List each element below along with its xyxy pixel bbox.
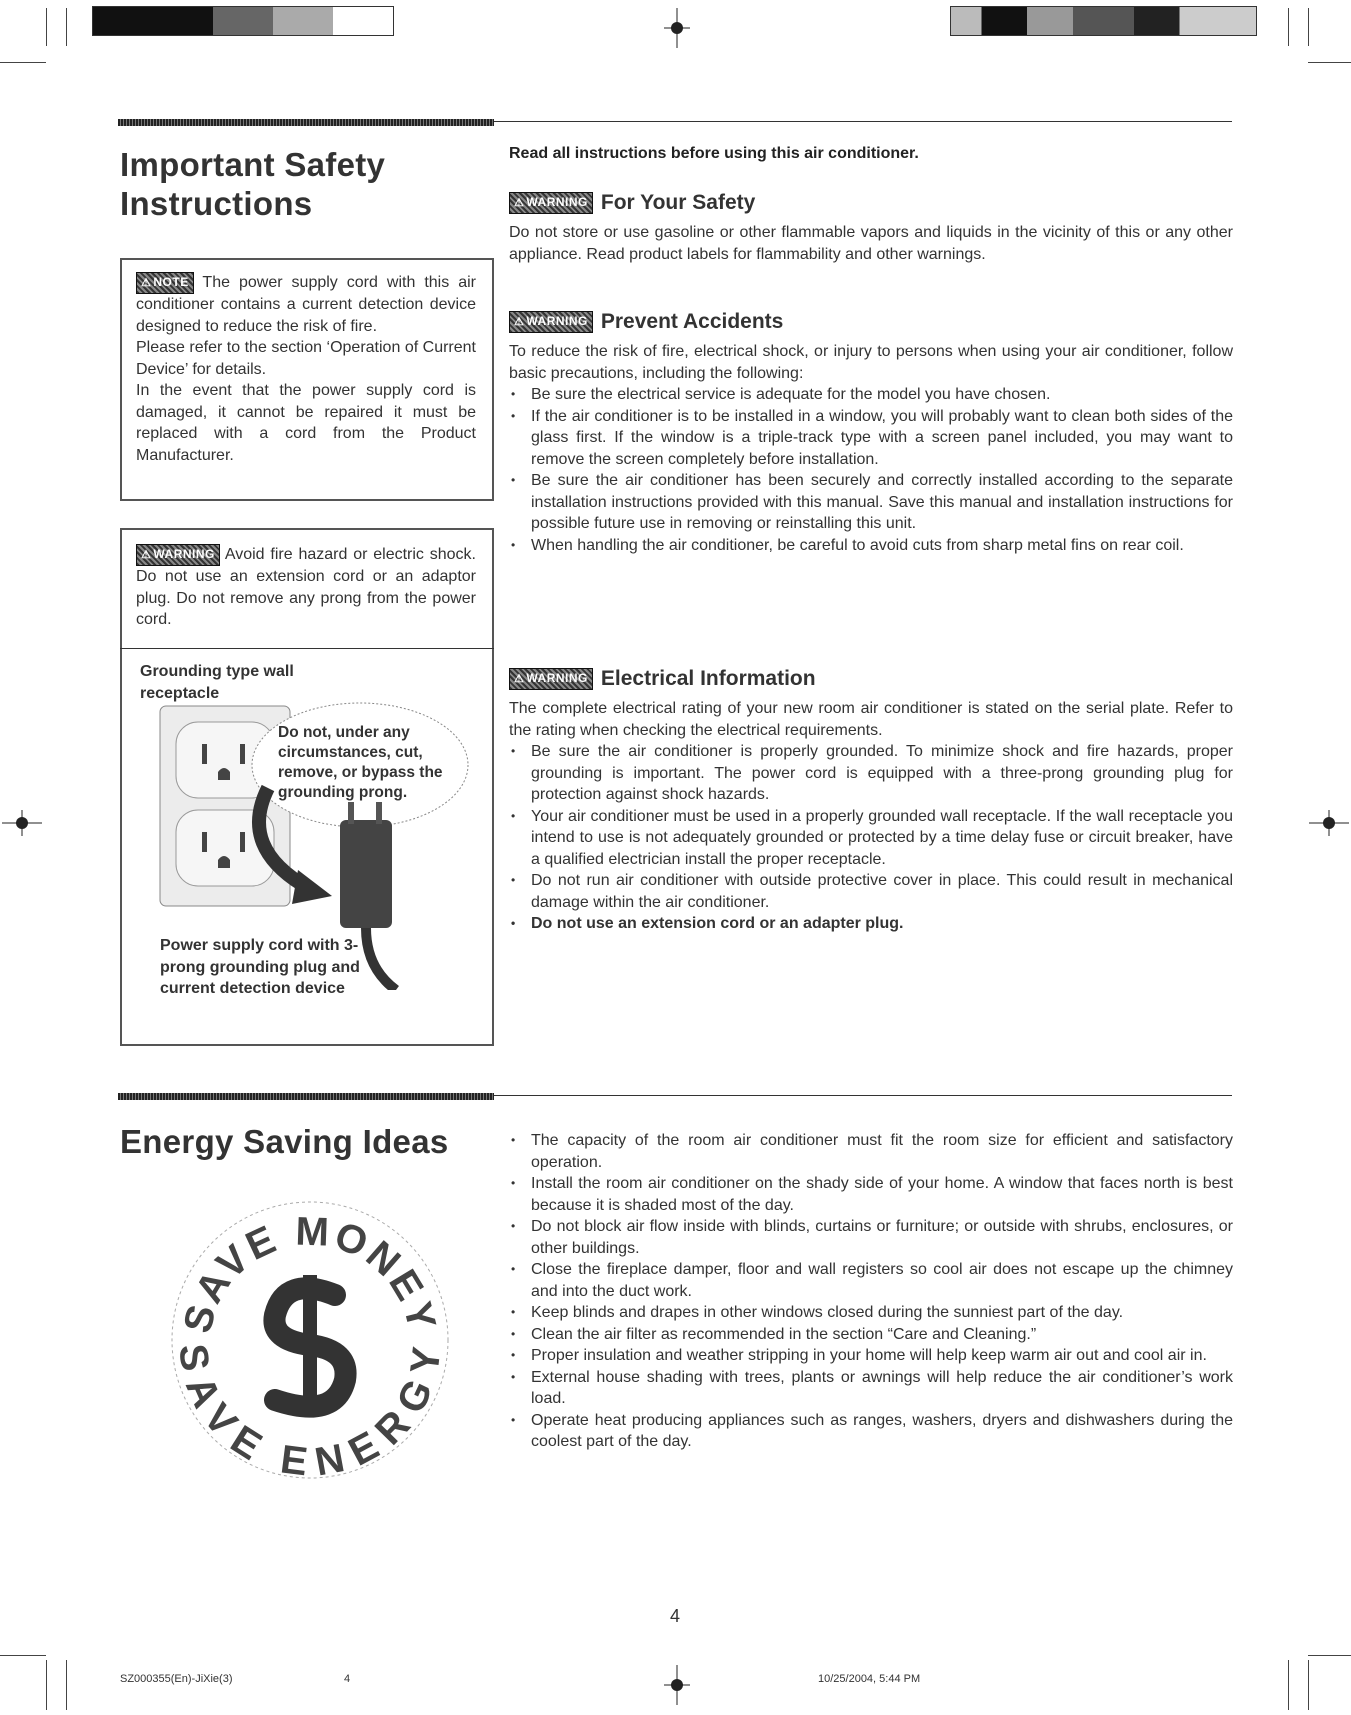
warning-box-text: ⚠ WARNING Avoid fire hazard or electric shock. Do not use an extension cord or an adaptor plug. Do not remove any prong from the power cord. bbox=[136, 544, 476, 631]
list-item: • When handling the air conditioner, be careful to avoid cuts from sharp metal fins on rear coil. bbox=[509, 535, 1233, 557]
crop-mark bbox=[1308, 1660, 1309, 1710]
list-item: • Do not use an extension cord or an adapter plug. bbox=[509, 913, 1233, 935]
warning-triangle-icon: ⚠ bbox=[514, 316, 525, 329]
section-bar bbox=[118, 119, 494, 126]
crop-mark bbox=[46, 8, 47, 46]
section-title-energy: Energy Saving Ideas bbox=[120, 1123, 449, 1160]
registration-mark-right bbox=[1309, 810, 1349, 836]
list-item: • Your air conditioner must be used in a properly grounded wall receptacle. If the wall receptacle you intend to use is not adequately grounded or protected by a time delay fuse or circuit breaker, have a qualified electrician install the proper receptacle. bbox=[509, 806, 1233, 871]
registration-mark-top bbox=[664, 8, 690, 48]
list-item: • Close the fireplace damper, floor and wall registers so cool air does not escape up the chimney and into the duct work. bbox=[509, 1259, 1233, 1302]
registration-mark-bottom bbox=[664, 1665, 690, 1705]
for-your-safety-heading: ⚠ WARNING For Your Safety bbox=[509, 191, 755, 215]
prevent-accidents-body: To reduce the risk of fire, electrical shock, or injury to persons when using your air conditioner, follow basic precautions, including the following: • Be sure the electrical service is adequate for the model you have chosen. • If the air conditioner is to be installed in a window, you will probably want to clean both sides of the glass first. If the window is a triple-track type with a screen panel included, you may want to remove the screen completely before installation. • Be sure the air conditioner has been securely and correctly installed according to the separate installation instructions provided with this manual. Save this manual and installation instructions for possible future use in removing or reinstalling this unit. • When handling the air conditioner, be careful to avoid cuts from sharp metal fins on rear coil. bbox=[509, 341, 1233, 556]
warning-badge: ⚠ WARNING bbox=[509, 668, 593, 690]
crop-mark bbox=[0, 1655, 46, 1656]
footer-timestamp: 10/25/2004, 5:44 PM bbox=[818, 1673, 921, 1685]
list-item: • The capacity of the room air conditioner must fit the room size for efficient and satisfactory operation. bbox=[509, 1130, 1233, 1173]
warning-badge: ⚠ WARNING bbox=[509, 192, 593, 214]
crop-mark bbox=[66, 8, 67, 46]
crop-mark bbox=[1288, 1660, 1289, 1710]
title-line-1: Important Safety bbox=[120, 146, 386, 183]
list-item: • Do not block air flow inside with blinds, curtains or furniture; or outside with shrubs, enclosures, or other buildings. bbox=[509, 1216, 1233, 1259]
logo-text-top: SAVE MONEY bbox=[175, 1209, 445, 1338]
section-bar bbox=[118, 1093, 494, 1100]
crop-mark bbox=[46, 1660, 47, 1710]
energy-body bbox=[509, 1130, 1233, 1453]
section-rule bbox=[494, 1095, 1232, 1096]
crop-mark bbox=[66, 1660, 67, 1710]
prevent-accidents-heading: ⚠ WARNING Prevent Accidents bbox=[509, 310, 783, 334]
logo-text-bottom: SAVE ENERGY bbox=[170, 1341, 450, 1485]
list-item: • Keep blinds and drapes in other windows closed during the sunniest part of the day. bbox=[509, 1302, 1233, 1324]
note-box-text: ⚠ NOTE The power supply cord with this air conditioner contains a current detection device designed to reduce the risk of fire. Please refer to the section ‘Operation of Current Device’ for details. In the event that the power supply cord is damaged, it cannot be repaired it must be replaced with a cord from the Product Manufacturer. bbox=[136, 272, 476, 466]
list-item: • Operate heat producing appliances such as ranges, washers, dryers and dishwashers during the coolest part of the day. bbox=[509, 1410, 1233, 1453]
footer-file: SZ000355(En)-JiXie(3) bbox=[120, 1673, 233, 1685]
callout-text: Do not, under any circumstances, cut, remove, or bypass the grounding prong. bbox=[278, 724, 443, 801]
for-your-safety-text: Do not store or use gasoline or other flammable vapors and liquids in the vicinity of this or any other appliance. Read product labels for flammability and other warnings. bbox=[509, 224, 1233, 263]
note-badge: ⚠ NOTE bbox=[136, 272, 194, 294]
lead-text: Read all instructions before using this air conditioner. bbox=[509, 145, 919, 162]
receptacle-label: Grounding type wall receptacle bbox=[140, 663, 294, 702]
warning-badge: ⚠ WARNING bbox=[136, 544, 220, 566]
crop-mark bbox=[1288, 8, 1289, 46]
list-item: • Do not run air conditioner with outside protective cover in place. This could result in mechanical damage within the air conditioner. bbox=[509, 870, 1233, 913]
section-rule bbox=[494, 121, 1232, 122]
crop-mark bbox=[1308, 1655, 1351, 1656]
section-title-safety bbox=[120, 145, 385, 223]
page-number: 4 bbox=[670, 1606, 681, 1626]
list-item: • Proper insulation and weather stripping in your home will help keep warm air out and cool air in. bbox=[509, 1345, 1233, 1367]
electrical-heading: ⚠ WARNING Electrical Information bbox=[509, 667, 816, 691]
color-bar-left bbox=[92, 6, 394, 36]
color-bar-right bbox=[950, 6, 1257, 36]
electrical-body: The complete electrical rating of your new room air conditioner is stated on the serial plate. Refer to the rating when checking the electrical requirements. • Be sure the air conditioner is properly grounded. To minimize shock and fire hazards, proper grounding is important. The power cord is equipped with a three-prong grounding plug for protection against shock hazards. • Your air conditioner must be used in a properly grounded wall receptacle. If the wall receptacle you intend to use is not adequately grounded or protected by a time delay fuse or circuit breaker, have a qualified electrician install the proper receptacle. • Do not run air conditioner with outside protective cover in place. This could result in mechanical damage within the air conditioner. • Do not use an extension cord or an adapter plug. bbox=[509, 698, 1233, 935]
list-item: • External house shading with trees, plants or awnings will help reduce the air conditioner’s work load. bbox=[509, 1367, 1233, 1410]
warning-triangle-icon: ⚠ bbox=[141, 549, 152, 561]
list-item: • If the air conditioner is to be installed in a window, you will probably want to clean both sides of the glass first. If the window is a triple-track type with a screen panel included, you may want to remove the screen completely before installation. bbox=[509, 406, 1233, 471]
warning-badge: ⚠ WARNING bbox=[509, 311, 593, 333]
footer-page: 4 bbox=[344, 1673, 351, 1685]
crop-mark bbox=[0, 62, 46, 63]
list-item: • Be sure the air conditioner is properly grounded. To minimize shock and fire hazards, proper grounding is important. The power cord is equipped with a three-prong grounding plug for protection against shock hazards. bbox=[509, 741, 1233, 806]
list-item: • Clean the air filter as recommended in the section “Care and Cleaning.” bbox=[509, 1324, 1233, 1346]
cord-label: Power supply cord with 3-prong grounding plug and current detection device bbox=[160, 937, 360, 997]
warning-triangle-icon: ⚠ bbox=[514, 673, 525, 686]
crop-mark bbox=[1308, 62, 1351, 63]
box-divider bbox=[120, 648, 494, 649]
warning-triangle-icon: ⚠ bbox=[141, 277, 152, 289]
crop-mark bbox=[1308, 8, 1309, 46]
warning-triangle-icon: ⚠ bbox=[514, 197, 525, 210]
title-line-2: Instructions bbox=[120, 185, 313, 222]
save-money-save-energy-logo bbox=[165, 1195, 455, 1485]
list-item: • Be sure the air conditioner has been securely and correctly installed according to the separate installation instructions provided with this manual. Save this manual and installation instructions for possible future use in removing or reinstalling this unit. bbox=[509, 470, 1233, 535]
list-item: • Install the room air conditioner on the shady side of your home. A window that faces north is best because it is shaded most of the day. bbox=[509, 1173, 1233, 1216]
registration-mark-left bbox=[2, 810, 42, 836]
list-item: • Be sure the electrical service is adequate for the model you have chosen. bbox=[509, 384, 1233, 406]
